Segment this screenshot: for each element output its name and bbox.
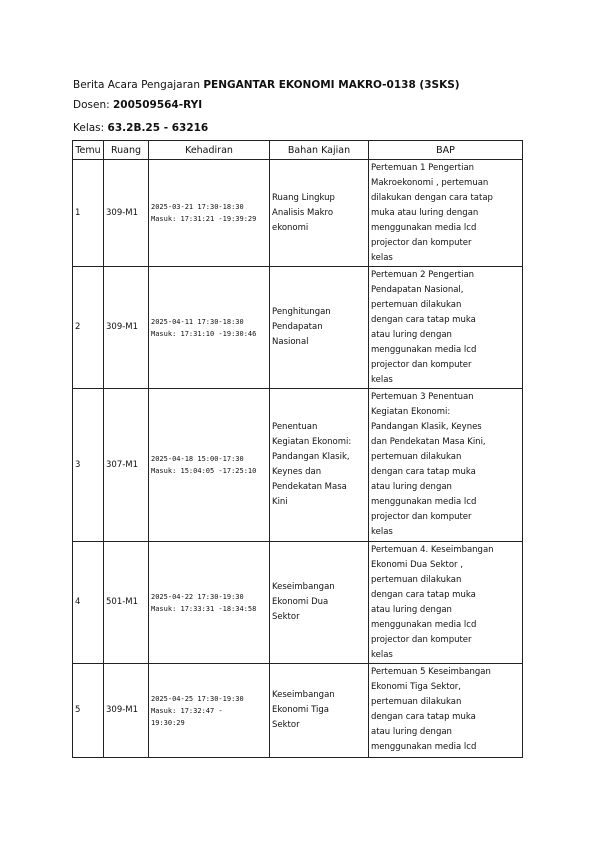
- col-bahan-kajian: Bahan Kajian: [270, 141, 369, 160]
- cell-bap: Pertemuan 1 Pengertian Makroekonomi , pertemuan dilakukan dengan cara tatap muka atau luring dengan menggunakan media lcd projector dan komputer kelas: [369, 160, 523, 267]
- table-row: [73, 389, 523, 542]
- cell-ruang: 309-M1: [104, 664, 149, 758]
- cell-bahan-kajian: Penghitungan Pendapatan Nasional: [270, 267, 369, 389]
- cell-kehadiran: 2025-04-18 15:00-17:30 Masuk: 15:04:05 -17:25:10: [149, 389, 270, 542]
- dosen-value: 200509564-RYI: [112, 99, 203, 111]
- table-row: [73, 664, 523, 758]
- cell-bap: Pertemuan 4. Keseimbangan Ekonomi Dua Sektor , pertemuan dilakukan dengan cara tatap muka atau luring dengan menggunakan media lcd projector dan komputer kelas: [369, 542, 523, 664]
- table-row: [73, 160, 523, 267]
- cell-bahan-kajian: Keseimbangan Ekonomi Tiga Sektor: [270, 664, 369, 758]
- cell-ruang: 501-M1: [104, 542, 149, 664]
- col-bap: BAP: [369, 141, 523, 160]
- cell-ruang: 307-M1: [104, 389, 149, 542]
- kelas-value: 63.2B.25 - 63216: [107, 122, 209, 134]
- cell-temu: 5: [73, 664, 104, 758]
- course-name: PENGANTAR EKONOMI MAKRO-0138 (3SKS): [203, 79, 460, 91]
- col-kehadiran: Kehadiran: [149, 141, 270, 160]
- cell-ruang: 309-M1: [104, 267, 149, 389]
- table-row: [73, 267, 523, 389]
- cell-kehadiran: 2025-04-11 17:30-18:30 Masuk: 17:31:10 -19:30:46: [149, 267, 270, 389]
- title-prefix: Berita Acara Pengajaran: [73, 79, 201, 91]
- table-row: [73, 542, 523, 664]
- cell-kehadiran: 2025-04-22 17:30-19:30 Masuk: 17:33:31 -18:34:58: [149, 542, 270, 664]
- kelas-line: [73, 121, 208, 135]
- cell-temu: 4: [73, 542, 104, 664]
- document-title: [73, 78, 460, 92]
- cell-temu: 3: [73, 389, 104, 542]
- col-ruang: Ruang: [104, 141, 149, 160]
- kelas-label: Kelas:: [73, 122, 105, 134]
- cell-ruang: 309-M1: [104, 160, 149, 267]
- dosen-line: [73, 98, 202, 112]
- cell-bahan-kajian: Penentuan Kegiatan Ekonomi: Pandangan Klasik, Keynes dan Pendekatan Masa Kini: [270, 389, 369, 542]
- col-temu: Temu: [73, 141, 104, 160]
- dosen-label: Dosen:: [73, 99, 110, 111]
- cell-temu: 1: [73, 160, 104, 267]
- cell-bahan-kajian: Keseimbangan Ekonomi Dua Sektor: [270, 542, 369, 664]
- cell-bap: Pertemuan 3 Penentuan Kegiatan Ekonomi: Pandangan Klasik, Keynes dan Pendekatan Masa Kini, pertemuan dilakukan dengan cara tatap muka atau luring dengan menggunakan media lcd projector dan komputer kelas: [369, 389, 523, 542]
- cell-temu: 2: [73, 267, 104, 389]
- cell-bahan-kajian: Ruang Lingkup Analisis Makro ekonomi: [270, 160, 369, 267]
- cell-kehadiran: 2025-03-21 17:30-18:30 Masuk: 17:31:21 -19:39:29: [149, 160, 270, 267]
- cell-kehadiran: 2025-04-25 17:30-19:30 Masuk: 17:32:47 - 19:30:29: [149, 664, 270, 758]
- cell-bap: Pertemuan 2 Pengertian Pendapatan Nasional, pertemuan dilakukan dengan cara tatap muka atau luring dengan menggunakan media lcd projector dan komputer kelas: [369, 267, 523, 389]
- table-header-row: [73, 141, 523, 160]
- attendance-table: [72, 140, 523, 758]
- cell-bap: Pertemuan 5 Keseimbangan Ekonomi Tiga Sektor, pertemuan dilakukan dengan cara tatap muka atau luring dengan menggunakan media lcd: [369, 664, 523, 758]
